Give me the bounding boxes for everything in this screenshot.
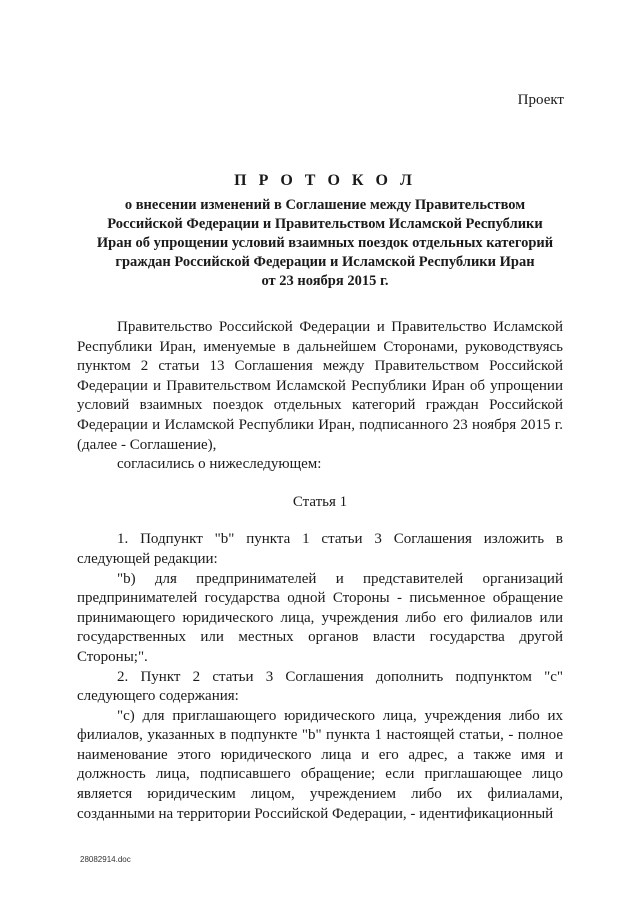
subtitle-line: Иран об упрощении условий взаимных поездок отдельных категорий [96, 235, 554, 251]
article-item: 1. Подпункт "b" пункта 1 статьи 3 Соглашения изложить в следующей редакции: [77, 531, 563, 567]
preamble-paragraph: Правительство Российской Федерации и Правительство Исламской Республики Иран, именуемые в дальнейшем Сторонами, руководствуясь пунктом 2 статьи 13 Соглашения между Правительством Российской Федерации и Правительством Исламской Республики Иран об упрощении условий взаимных поездок отдельных категорий граждан Российской Федерации и Исламской Республики Иран, подписанного 23 ноября 2015 г. (далее - Соглашение), [77, 319, 563, 453]
article-item: "с) для приглашающего юридического лица, учреждения либо их филиалов, указанных в подпункте "b" пункта 1 настоящей статьи, - полное наименование этого юридического лица и его адрес, а также имя и должность лица, подписавшего обращение; если приглашающее лицо является юридическим лицом, учреждением либо их филиалами, созданными на территории Российской Федерации, - идентификационный [77, 707, 563, 822]
subtitle-line: от 23 ноября 2015 г. [261, 273, 389, 289]
article-item: 2. Пункт 2 статьи 3 Соглашения дополнить подпунктом "с" следующего содержания: [77, 668, 563, 705]
subtitle-line: о внесении изменений в Соглашение между Правительством [124, 197, 526, 213]
title-block [60, 172, 590, 291]
footer-file-name: 28082914.doc [80, 855, 131, 864]
subtitle-line: граждан Российской Федерации и Исламской Республики Иран [115, 254, 535, 270]
preamble-agreed: согласились о нижеследующем: [117, 456, 322, 473]
article-item: "b) для предпринимателей и представителей организаций предпринимателей государства одной Стороны - письменное обращение принимающего юридического лица, учреждения либо его филиалов или государственных или местных органов власти государства другой Стороны;". [77, 570, 563, 665]
document-body [77, 318, 563, 824]
draft-label: Проект [517, 92, 564, 108]
document-title: П Р О Т О К О Л [234, 172, 416, 189]
article-heading: Статья 1 [292, 493, 348, 510]
subtitle-line: Российской Федерации и Правительством Исламской Республики [107, 216, 543, 232]
